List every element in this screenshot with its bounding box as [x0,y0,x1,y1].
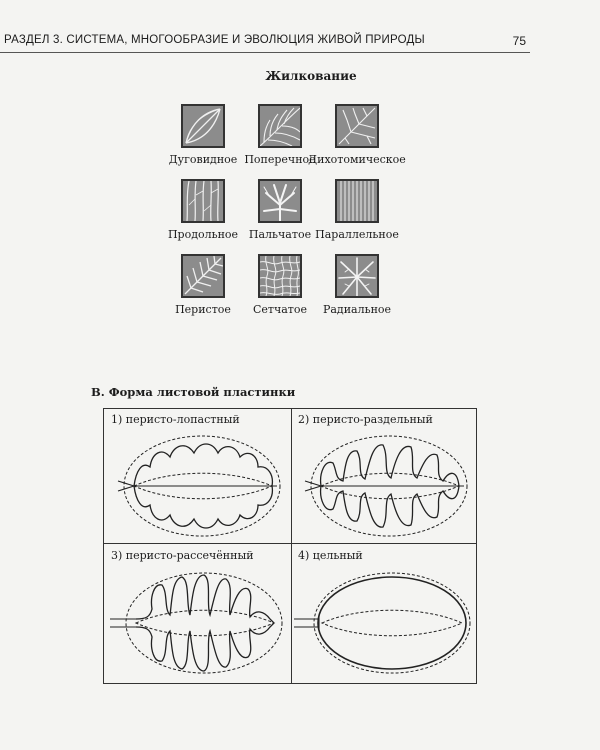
entire-leaf-icon [292,565,474,679]
venation-label: Поперечное [244,153,316,166]
venation-label: Дуговидное [168,153,238,166]
venation-label: Параллельное [315,228,399,241]
leaf-shape-table [103,408,477,684]
page-header [0,32,600,52]
leaf-shape-label: 2) перисто-раздельный [298,413,433,426]
venation-label: Сетчатое [252,303,308,316]
leaf-shape-section-title: В. Форма листовой пластинки [91,385,296,399]
leaf-shape-label: 3) перисто-рассечённый [111,549,254,562]
table-divider-horizontal [104,543,476,544]
leaf-shape-label: 4) цельный [298,549,363,562]
longitudinal-venation-icon [181,179,225,223]
parallel-venation-icon [335,179,379,223]
page-number: 75 [512,34,526,48]
leaf-shape-label: 1) перисто-лопастный [111,413,240,426]
header-rule [0,52,530,53]
pinnately-lobed-leaf-icon [112,431,284,541]
radial-venation-icon [335,254,379,298]
venation-label: Перистое [175,303,231,316]
running-title: РАЗДЕЛ 3. СИСТЕМА, МНОГООБРАЗИЕ И ЭВОЛЮЦИЯ ЖИВОЙ ПРИРОДЫ [4,34,425,46]
pinnate-venation-icon [181,254,225,298]
pinnately-parted-leaf-icon [299,431,471,541]
dichotomous-venation-icon [335,104,379,148]
reticulate-venation-icon [258,254,302,298]
arcuate-venation-icon [181,104,225,148]
venation-title: Жилкование [265,69,357,83]
venation-label: Радиальное [322,303,392,316]
transverse-venation-icon [258,104,302,148]
venation-label: Продольное [167,228,239,241]
venation-label: Дихотомическое [308,153,406,166]
pinnately-dissected-leaf-icon [106,565,288,679]
venation-label: Пальчатое [248,228,312,241]
palmate-venation-icon [258,179,302,223]
